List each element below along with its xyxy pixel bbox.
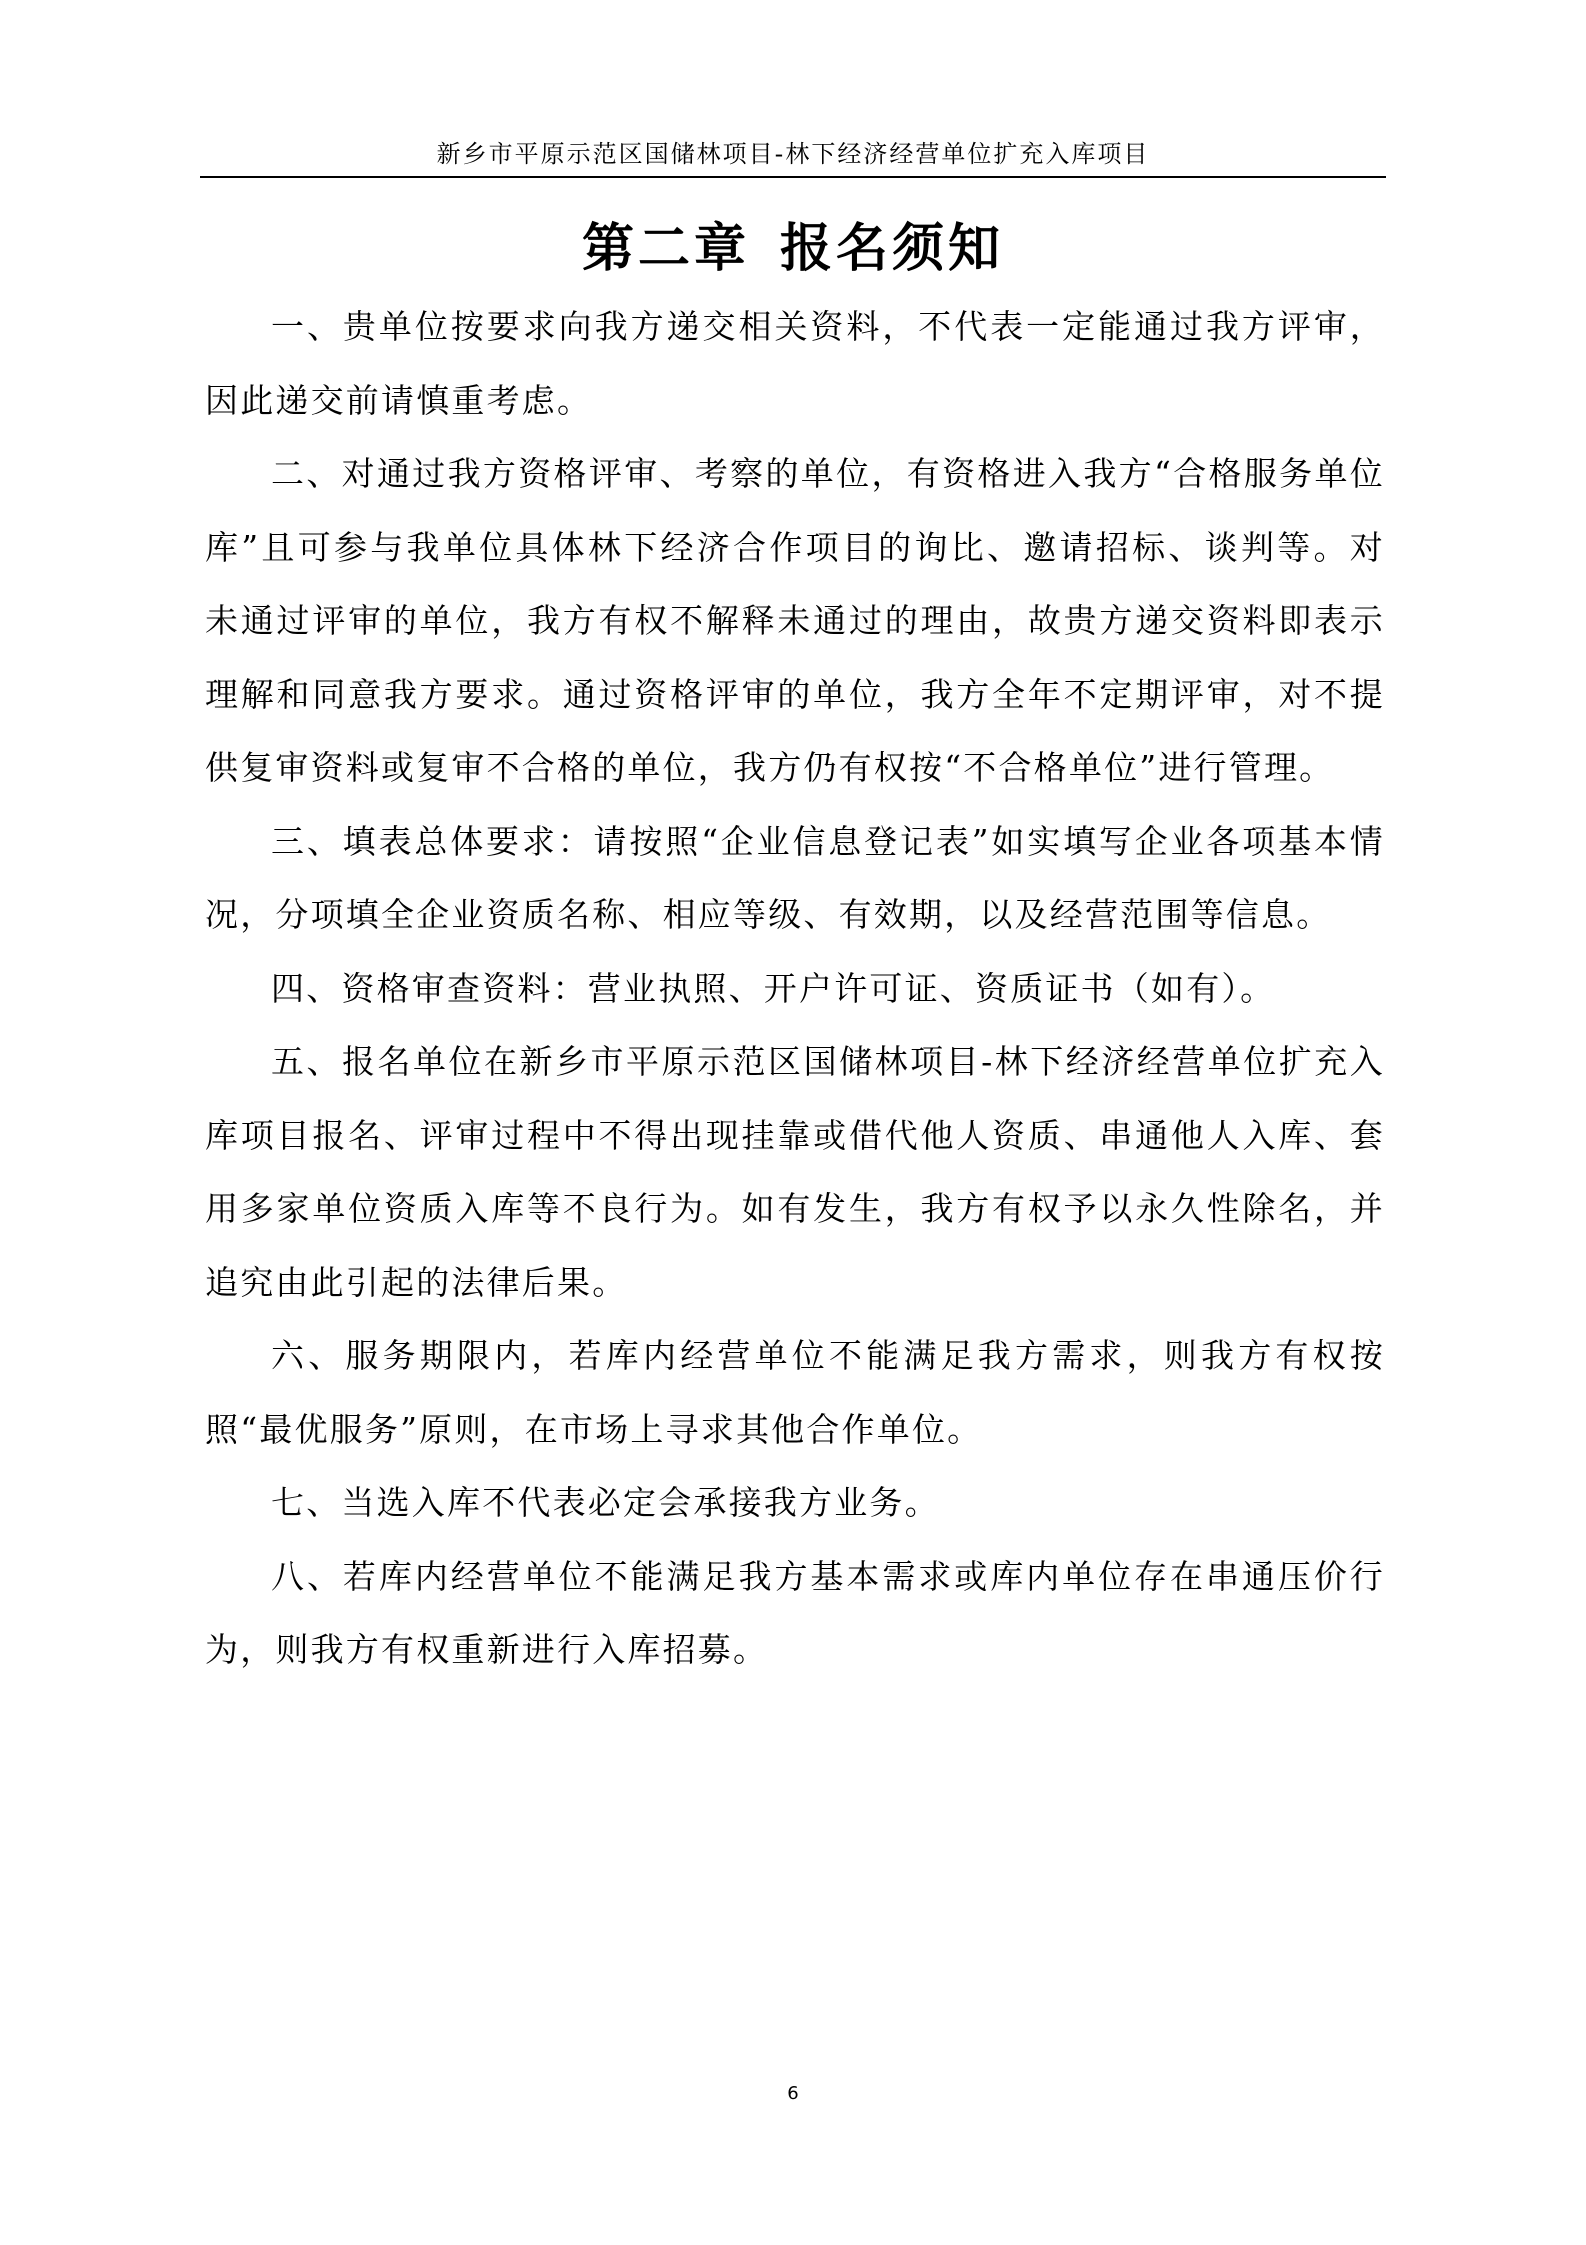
body-text xyxy=(205,290,1385,1687)
page-number: 6 xyxy=(787,2083,799,2104)
paragraph-2: 二、对通过我方资格评审、考察的单位，有资格进入我方“合格服务单位库”且可参与我单位具体林下经济合作项目的询比、邀请招标、谈判等。对未通过评审的单位，我方有权不解释未通过的理由，故贵方递交资料即表示理解和同意我方要求。通过资格评审的单位，我方全年不定期评审，对不提供复审资料或复审不合格的单位，我方仍有权按“不合格单位”进行管理。 xyxy=(205,454,1385,787)
chapter-title: 报名须知 xyxy=(780,219,1005,279)
chapter-heading xyxy=(200,206,1386,281)
paragraph-7: 七、当选入库不代表必定会承接我方业务。 xyxy=(271,1483,940,1522)
chapter-number: 第二章 xyxy=(581,219,750,279)
running-header: 新乡市平原示范区国储林项目-林下经济经营单位扩充入库项目 xyxy=(436,140,1150,168)
paragraph-5: 五、报名单位在新乡市平原示范区国储林项目-林下经济经营单位扩充入库项目报名、评审过程中不得出现挂靠或借代他人资质、串通他人入库、套用多家单位资质入库等不良行为。如有发生，我方有权予以永久性除名，并追究由此引起的法律后果。 xyxy=(205,1042,1385,1302)
paragraph-8: 八、若库内经营单位不能满足我方基本需求或库内单位存在串通压价行为，则我方有权重新进行入库招募。 xyxy=(205,1556,1385,1669)
paragraph-4: 四、资格审查资料：营业执照、开户许可证、资质证书（如有）。 xyxy=(271,968,1276,1008)
paragraph-1: 一、贵单位按要求向我方递交相关资料，不代表一定能通过我方评审，因此递交前请慎重考虑。 xyxy=(205,307,1385,420)
header-divider xyxy=(200,176,1386,178)
paragraph-6: 六、服务期限内，若库内经营单位不能满足我方需求，则我方有权按照“最优服务”原则，在市场上寻求其他合作单位。 xyxy=(205,1336,1385,1449)
paragraph-3: 三、填表总体要求：请按照“企业信息登记表”如实填写企业各项基本情况，分项填全企业资质名称、相应等级、有效期，以及经营范围等信息。 xyxy=(205,821,1385,934)
